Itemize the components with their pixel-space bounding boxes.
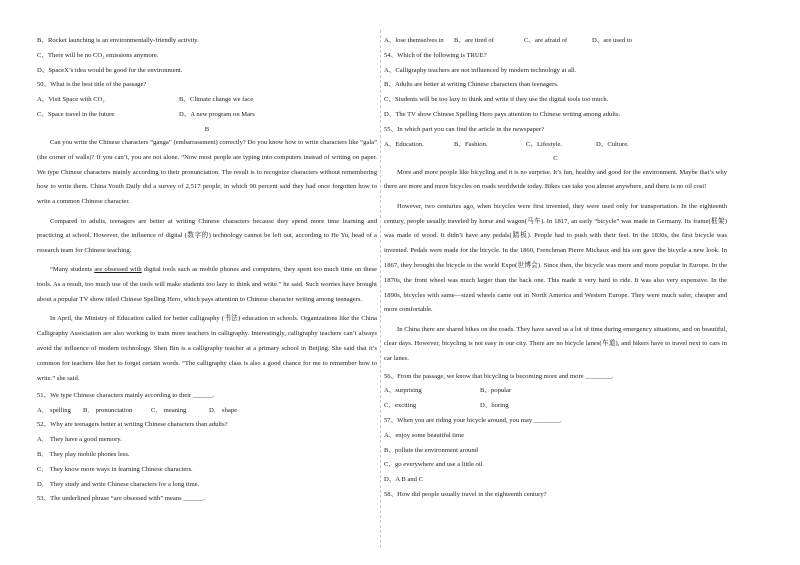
option-c: C、Lifestyle. <box>526 140 563 148</box>
underlined-phrase: are obsessed with <box>94 266 142 274</box>
section-heading-b: B <box>204 125 210 133</box>
paragraph-text: “Many students <box>50 266 95 274</box>
passage-c-paragraph-1: More and more people like bicycling and it is no surprise. It’s fun, healthy and good for the environment. Maybe that’s why there are more and more bicycles on roads worldwide today. Bikes can take you almost anywhere, and there is no oil cost! <box>384 168 727 191</box>
option-c: C． meaning <box>151 406 187 414</box>
option-d: D、are used to <box>592 37 632 44</box>
question-57-stem: 57、When you are riding your bicycle around, you may ________. <box>384 416 562 424</box>
option-c: C． They know more ways in learning Chinese characters. <box>37 465 193 473</box>
option-d: D． They study and write Chinese characters for a long time. <box>37 480 200 488</box>
section-heading-c: C <box>553 155 558 163</box>
question-56-options-row-1 <box>384 386 727 396</box>
passage-c-paragraph-3: In China there are shared bikes on the roads. They have saved us a lot of time during emergency situations, and on beautiful, clear days. However, bicycling is not easy in our city. There are no bicycle lanes(车道), and bikers have to travel next to cars in car lanes. <box>384 325 727 363</box>
option-c: C、exciting <box>384 402 417 410</box>
option-b: B、Adults are better at writing Chinese characters than teenagers. <box>384 81 559 89</box>
option-b: B． They play mobile phones less. <box>37 451 130 459</box>
option-text: C、There will be no CO₂ emissions anymore. <box>37 51 159 59</box>
right-column <box>384 36 727 505</box>
question-52-stem: 52、Why are teenagers better at writing Chinese characters than adults? <box>37 421 228 429</box>
option-d: D、The TV show Chinese Spelling Hero pays attention to Chinese writing among adults. <box>384 110 621 118</box>
option-c: C、are afraid of <box>524 37 568 44</box>
question-54-stem: 54、Which of the following is TRUE? <box>384 51 487 59</box>
question-50-options-row-2 <box>37 110 377 120</box>
paragraph-text: digital tools such as mobile phones and computers, they spent too much time on these tools. As a result, too much use of the tools will make students too lazy to think and write.” he said. Such worries have brought about a popular TV show titled Chinese Spelling Hero, which pays attention to Chinese character writing among teenagers. <box>37 266 377 304</box>
option-a: A、Calligraphy teachers are not influenced by modern technology at all. <box>384 66 577 74</box>
question-51-options <box>37 406 377 416</box>
option-a: A． They have a good memory. <box>37 436 122 444</box>
passage-b-paragraph-4: In April, the Ministry of Education called for better calligraphy (书法) education in schools. Organizations like the China Calligraphy Association are also working to train more teachers in calligraphy. Interestingly, calligraphy teachers can’t always avoid the influence of modern technology. Shen Bin is a calligraphy teacher at a primary school in Beijing. She said that it’s common for teachers like her to forget certain words. “The calligraphy class is also a good chance for me to remember how to write.” she said. <box>37 315 377 382</box>
option-text: B、Rocket launching is an environmentally-friendly activity. <box>37 37 199 44</box>
passage-b-paragraph-2: Compared to adults, teenagers are better at writing Chinese characters because they spend more time learning and practicing at school. However, the influence of digital (数字的) technology cannot be left out, according to He Yu, head of a research team for Chinese teaching. <box>37 217 377 255</box>
option-d: D、boring <box>480 402 509 410</box>
option-b: B、are tired of <box>454 37 494 44</box>
option-a: A、enjoy some beautiful time <box>384 431 465 439</box>
column-divider <box>380 30 381 548</box>
option-d: D、A new program on Mars <box>179 110 255 118</box>
question-50-options-row-1 <box>37 95 377 105</box>
option-a: A、Visit Space with CO₂ <box>37 96 105 104</box>
question-58-stem: 58、How did people usually travel in the eighteenth century? <box>384 490 547 498</box>
option-c: C、Students will be too lazy to think and write if they use the digital tools too much. <box>384 96 609 104</box>
passage-b-paragraph-3 <box>37 263 377 307</box>
question-53-options <box>384 36 727 46</box>
option-d: D、A B and C <box>384 476 424 484</box>
option-c: C、go everywhere and use a little oil <box>384 461 483 469</box>
question-55-options <box>384 140 727 150</box>
question-55-stem: 55、In which part you can find the article in the newspaper? <box>384 125 545 133</box>
option-b: B、Climate change we face <box>179 96 254 104</box>
option-text: D、SpaceX’s idea would be good for the environment. <box>37 66 183 74</box>
question-50-stem: 50、What is the best title of the passage? <box>37 81 147 89</box>
question-51-stem: 51、We type Chinese characters mainly according to their ______. <box>37 391 215 399</box>
option-a: A、Education. <box>384 140 424 148</box>
option-b: B． pronunciation <box>83 406 133 414</box>
option-b: B、pollute the environment around <box>384 446 478 454</box>
option-b: B、popular <box>480 387 512 395</box>
option-a: A、surprising <box>384 387 422 395</box>
passage-b-paragraph-1: Can you write the Chinese characters “ganga” (embarrassment) correctly? Do you know how to write characters like “gala” (the corner of walls)? If you can’t, you are not alone. “Now most people are typing into computers instead of writing on paper. We type Chinese characters mainly according to their pronunciation. The result is to recognize characters without remembering how to write them. China Youth Daily did a survey of 2,517 people, in which 90 percent said they had once forgotten how to write a common Chinese character. <box>37 139 377 206</box>
question-56-stem: 56、From the passage, we know that bicycling is becoming more and more ________. <box>384 372 614 380</box>
passage-c-paragraph-2: However, two centuries ago, when bicycles were first invented, they were used only for transportation. In the eighteenth century, people usually traveled by horse and wagon(马车). In 1817, an early “bicycle” was made in Germany. Its frame(框架) was made of wood. It didn’t have any pedals(踏板). People had to push with their feet. In the 1830s, the first bicycle was invented. Pedals were made for the bicycle. In the 1860, Frenchman Pierre Michaux and his son gave the bicycle a new look. In 1867, they brought the bicycle to the world Expo(世博会). Since then, the bicycle was more and more popular in Europe. In the 1870s, the front wheel was much larger than the back one. This made it very hard to ride. It was also very expensive. In the 1890s, bicycles with same—sized wheels came out in North America and Western Europe. They were much safer, cheaper and more comfortable. <box>384 202 727 314</box>
question-56-options-row-2 <box>384 401 727 411</box>
option-a: A、lose themselves in <box>384 37 444 44</box>
question-53-stem: 53、The underlined phrase “are obsessed with” means ______. <box>37 495 205 503</box>
option-d: D、Culture. <box>596 140 629 148</box>
option-d: D． shape <box>209 406 238 414</box>
option-a: A． spelling <box>37 406 71 414</box>
option-c: C、Space travel in the future <box>37 110 115 118</box>
option-b: B、Fashion. <box>454 140 488 148</box>
left-column <box>37 36 377 509</box>
